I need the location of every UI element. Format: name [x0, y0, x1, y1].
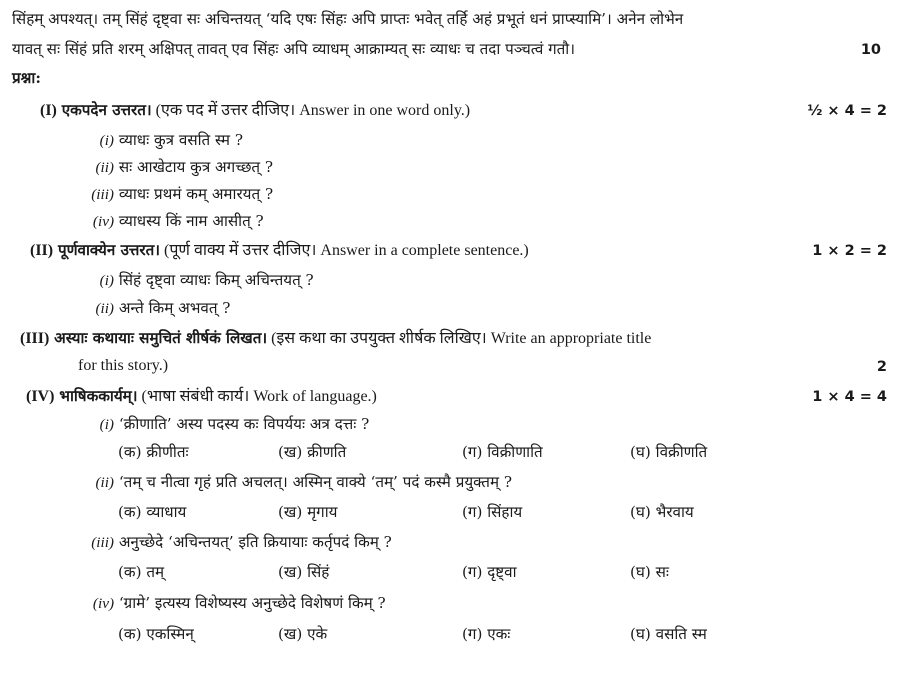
question-item: (i) सिंहं दृष्ट्वा व्याधः किम् अचिन्तयत् ? [99, 271, 314, 289]
section-3-heading [20, 328, 651, 349]
section-title: अस्याः कथायाः समुचितं शीर्षकं लिखत। [54, 329, 268, 347]
section-1-heading [40, 100, 470, 121]
question-item: (iv) ‘ग्रामे’ इत्यस्य विशेष्यस्य अनुच्छेदे विशेषणं किम् ? [92, 594, 386, 612]
option: (ख) क्रीणति [278, 443, 347, 461]
section-instruction: (पूर्ण वाक्य में उत्तर दीजिए। Answer in a complete sentence.) [160, 242, 529, 259]
question-item: (ii) सः आखेटाय कुत्र अगच्छत् ? [95, 158, 274, 176]
option: (क) तम् [118, 563, 165, 581]
option: (ग) दृष्ट्वा [462, 563, 517, 581]
questions-label: प्रश्ना: [12, 69, 41, 87]
section-number: (III) [20, 330, 50, 347]
option: (क) क्रीणीतः [118, 443, 189, 461]
section-3-instruction-cont: for this story.) [78, 357, 169, 374]
question-item: (i) व्याधः कुत्र वसति स्म ? [99, 131, 243, 149]
option: (क) एकस्मिन् [118, 625, 194, 643]
section-number: (I) [40, 102, 57, 119]
question-item: (iv) व्याधस्य किं नाम आसीत् ? [92, 212, 264, 230]
section-instruction: (एक पद में उत्तर दीजिए। Answer in one word only.) [151, 102, 471, 119]
option: (ग) एकः [462, 625, 511, 643]
section-number: (IV) [26, 388, 55, 405]
section-instruction: (इस कथा का उपयुक्त शीर्षक लिखिए। Write an appropriate title [267, 330, 652, 347]
option: (ख) एके [278, 625, 328, 643]
question-item: (iii) व्याधः प्रथमं कम् अमारयत् ? [91, 185, 274, 203]
question-item: (ii) ‘तम् च नीत्वा गृहं प्रति अचलत्। अस्मिन् वाक्ये ‘तम्’ पदं कस्मै प्रयुक्तम् ? [95, 473, 513, 491]
question-item: (iii) अनुच्छेदे ‘अचिन्तयत्’ इति क्रियायाः कर्तृपदं किम् ? [91, 533, 392, 551]
passage-line-2: यावत् सः सिंहं प्रति शरम् अक्षिपत् तावत् एव सिंहः अपि व्याधम् आक्राम्यत् सः व्याधः च तदा पञ्चत्वं गतौ। [12, 40, 575, 58]
section-title: भाषिककार्यम्। [59, 387, 138, 405]
option: (घ) सः [630, 563, 669, 581]
section-title: पूर्णवाक्येन उत्तरत। [57, 241, 161, 259]
section-4-heading [26, 386, 377, 407]
section-number: (II) [30, 242, 54, 259]
section-1-marks: ½ × 4 = 2 [807, 103, 887, 119]
passage-line-1: सिंहम् अपश्यत्। तम् सिंहं दृष्ट्वा सः अचिन्तयत् ‘यदि एषः सिंहः अपि प्राप्तः भवेत् तर्हि अहं प्रभूतं धनं प्राप्स्यामि’। अनेन लोभेन [12, 10, 684, 28]
option: (ग) सिंहाय [462, 503, 523, 521]
question-item: (i) ‘क्रीणाति’ अस्य पदस्य कः विपर्ययः अत्र दत्तः ? [99, 415, 370, 433]
section-2-heading [30, 240, 529, 261]
option: (घ) विक्रीणति [630, 443, 708, 461]
option: (क) व्याधाय [118, 503, 187, 521]
section-4-marks: 1 × 4 = 4 [812, 389, 887, 405]
option: (ग) विक्रीणाति [462, 443, 543, 461]
option: (घ) भैरवाय [630, 503, 694, 521]
option: (घ) वसति स्म [630, 625, 707, 643]
option: (ख) सिंहं [278, 563, 330, 581]
question-item: (ii) अन्ते किम् अभवत् ? [95, 299, 231, 317]
section-instruction: (भाषा संबंधी कार्य। Work of language.) [137, 388, 377, 405]
section-2-marks: 1 × 2 = 2 [812, 243, 887, 259]
option: (ख) मृगाय [278, 503, 338, 521]
line-number: 10 [860, 42, 881, 58]
section-3-marks: 2 [876, 359, 887, 375]
section-title: एकपदेन उत्तरत। [61, 101, 152, 119]
